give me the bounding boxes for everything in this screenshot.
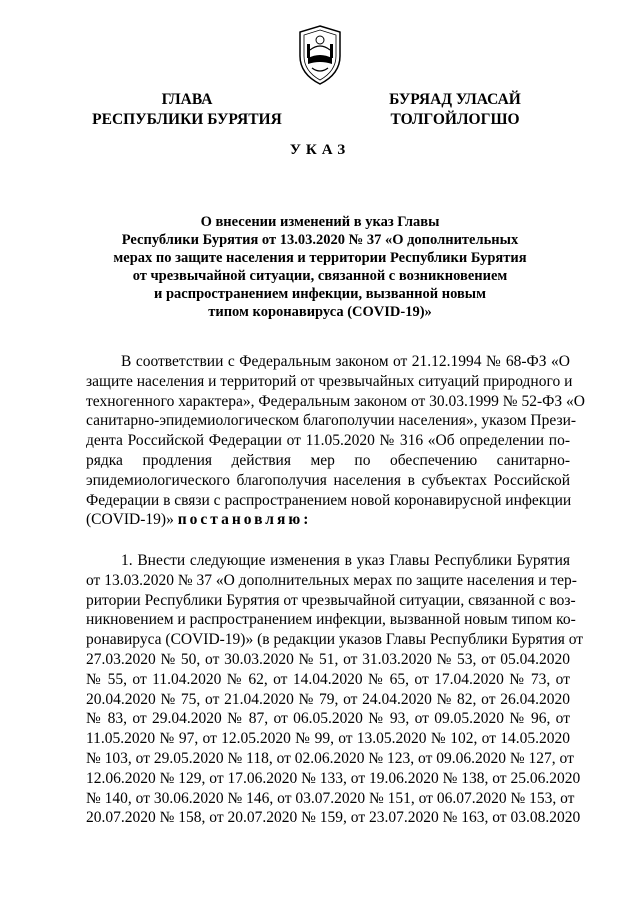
header-right (370, 90, 540, 130)
title-line: Республики Бурятия от 13.03.2020 № 37 «О дополнительных (121, 232, 519, 248)
document-type: УКАЗ (289, 142, 351, 158)
paragraph-line: ронавируса (COVID-19)» (в редакции указов Главы Республики Бурятия от (86, 631, 584, 649)
paragraph-line: № 103, от 29.05.2020 № 118, от 02.06.2020 № 123, от 09.06.2020 № 127, от (86, 749, 574, 767)
title-line: типом коронавируса (COVID-19)» (208, 304, 432, 320)
header-left (82, 90, 292, 130)
title-line: и распространением инфекции, вызванной новым (154, 286, 486, 302)
preamble-paragraph (86, 352, 585, 530)
paragraph-line: дента Российской Федерации от 11.05.2020 № 316 «Об определении по- (86, 432, 570, 450)
paragraph-line: эпидемиологического благополучия населения в субъектах Российской (86, 471, 570, 489)
header-right-line: ТОЛГОЙЛОГШО (390, 111, 520, 128)
clause-1-paragraph (86, 551, 584, 828)
paragraph-line (86, 510, 570, 530)
title-line: О внесении изменений в указ Главы (200, 214, 440, 230)
paragraph-line: от 13.03.2020 № 37 «О дополнительных мерах по защите населения и тер- (86, 571, 577, 589)
paragraph-line: № 140, от 30.06.2020 № 146, от 03.07.2020 № 151, от 06.07.2020 № 153, от (86, 789, 575, 807)
paragraph-line: Федерации в связи с распространением новой коронавирусной инфекции (86, 491, 572, 509)
paragraph-line: № 83, от 29.04.2020 № 87, от 06.05.2020 № 93, от 09.05.2020 № 96, от (86, 710, 570, 728)
paragraph-line: 20.04.2020 № 75, от 21.04.2020 № 79, от 24.04.2020 № 82, от 26.04.2020 (86, 690, 570, 708)
paragraph-line: № 55, от 11.04.2020 № 62, от 14.04.2020 № 65, от 17.04.2020 № 73, от (86, 670, 570, 688)
paragraph-line: защите населения и территорий от чрезвычайных ситуаций природного и (86, 372, 573, 390)
header-left-line: РЕСПУБЛИКИ БУРЯТИЯ (92, 111, 282, 128)
paragraph-line: никновением и распространением инфекции, вызванной новым типом ко- (86, 611, 576, 629)
paragraph-line: В соответствии с Федеральным законом от 21.12.1994 № 68-ФЗ «О (121, 353, 570, 370)
resolution-keyword: постановляю: (177, 511, 312, 529)
paragraph-line: 20.07.2020 № 158, от 20.07.2020 № 159, от 23.07.2020 № 163, от 03.08.2020 (86, 809, 581, 827)
paragraph-line: 27.03.2020 № 50, от 30.03.2020 № 51, от 31.03.2020 № 53, от 05.04.2020 (86, 650, 570, 668)
paragraph-line: ритории Республики Бурятия от чрезвычайной ситуации, связанной с воз- (86, 591, 576, 609)
header-right-line: БУРЯАД УЛАСАЙ (389, 91, 521, 108)
coat-of-arms-icon (296, 24, 344, 86)
title-line: мерах по защите населения и территории Республики Бурятия (113, 250, 527, 266)
document-title (90, 213, 550, 321)
paragraph-line: техногенного характера», Федеральным законом от 30.03.1999 № 52-ФЗ «О (86, 392, 585, 410)
paragraph-text: (COVID-19)» (86, 511, 178, 529)
header-left-line: ГЛАВА (161, 91, 213, 108)
paragraph-line: 11.05.2020 № 97, от 12.05.2020 № 99, от 13.05.2020 № 102, от 14.05.2020 (86, 730, 570, 748)
paragraph-line: 12.06.2020 № 129, от 17.06.2020 № 133, от 19.06.2020 № 138, от 25.06.2020 (86, 769, 581, 787)
paragraph-line: 1. Внести следующие изменения в указ Главы Республики Бурятия (121, 552, 570, 569)
title-line: от чрезвычайной ситуации, связанной с возникновением (132, 268, 508, 284)
paragraph-line: санитарно-эпидемиологическом благополучии населения», указом Прези- (86, 412, 577, 430)
paragraph-line: рядка продления действия мер по обеспечению санитарно- (86, 451, 570, 469)
